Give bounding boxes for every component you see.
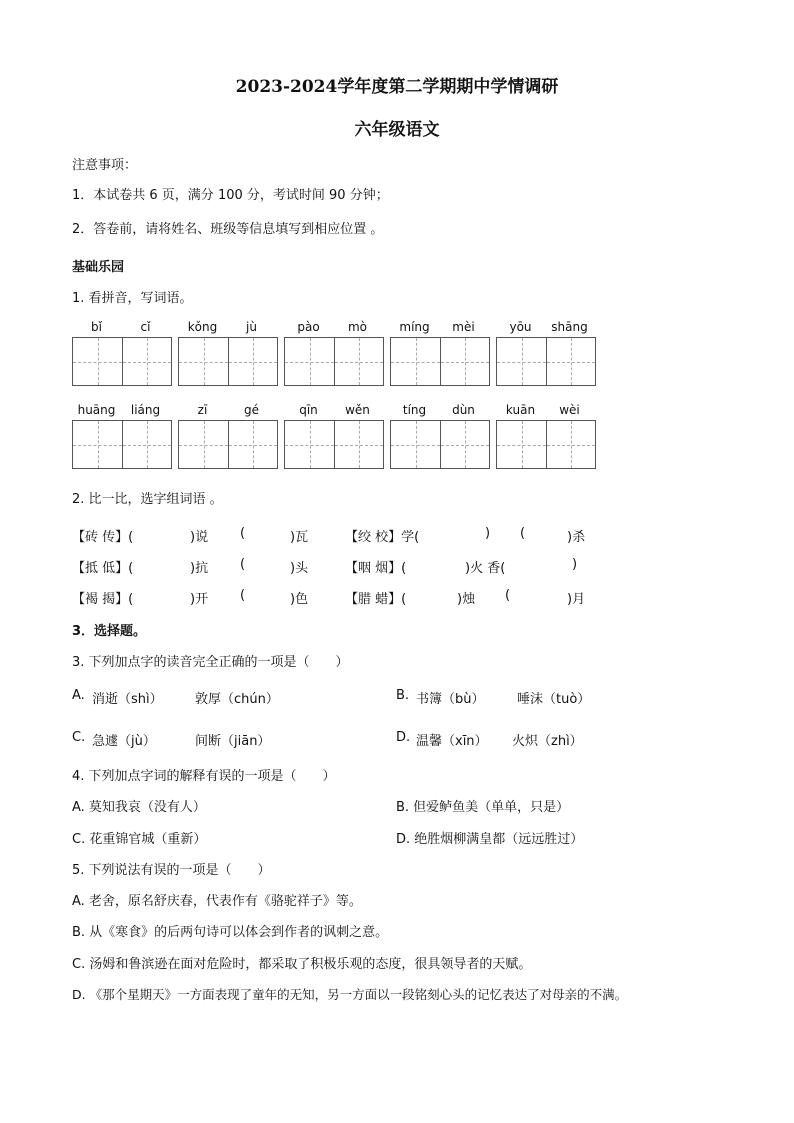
pinyin-label: zī bbox=[197, 403, 208, 417]
pinyin-label: qīn bbox=[299, 403, 318, 417]
blank-suffix[interactable]: )色 bbox=[290, 592, 309, 607]
q4-option-a[interactable]: A. 莫知我哀（没有人） bbox=[72, 800, 206, 815]
pinyin-label: pào bbox=[297, 320, 320, 334]
writing-box[interactable] bbox=[496, 337, 596, 386]
q4-option-b[interactable]: B. 但爱鲈鱼美（单单，只是） bbox=[396, 800, 570, 815]
char-group: 【腊 蜡】( bbox=[345, 592, 407, 607]
blank-suffix[interactable]: )抗 bbox=[190, 561, 209, 576]
option-letter: A. bbox=[72, 688, 85, 703]
pinyin-label: gé bbox=[244, 403, 259, 417]
q4-option-c[interactable]: C. 花重锦官城（重新） bbox=[72, 832, 207, 847]
pinyin-label: huāng bbox=[77, 403, 116, 417]
blank-suffix[interactable]: )头 bbox=[290, 561, 309, 576]
option-word: 火炽（zhì） bbox=[512, 734, 583, 749]
option-word: 间断（jiān） bbox=[195, 734, 271, 749]
blank-open: ( bbox=[240, 588, 246, 603]
pinyin-label: jù bbox=[246, 320, 257, 334]
q5-option-c[interactable]: C. 汤姆和鲁滨逊在面对危险时，都采取了积极乐观的态度，很具领导者的天赋。 bbox=[72, 957, 532, 972]
q5-option-d[interactable]: D. 《那个星期天》一方面表现了童年的无知，另一方面以一段铭刻心头的记忆表达了对母亲的不满。 bbox=[72, 987, 628, 1002]
writing-box[interactable] bbox=[284, 420, 384, 469]
pinyin-label: wěn bbox=[345, 403, 370, 417]
writing-box[interactable] bbox=[390, 337, 490, 386]
writing-box[interactable] bbox=[72, 337, 172, 386]
option-word: 消逝（shì） bbox=[92, 692, 163, 707]
blank-open: ( bbox=[520, 526, 526, 541]
blank-open: ( bbox=[240, 526, 246, 541]
pinyin-label: yōu bbox=[509, 320, 532, 334]
option-word: 唾沫（tuò） bbox=[517, 692, 591, 707]
blank-open: ( bbox=[240, 557, 246, 572]
q1-prompt: 1. 看拼音，写词语。 bbox=[72, 291, 193, 306]
blank-suffix[interactable]: )月 bbox=[567, 592, 586, 607]
char-group: 【抵 低】( bbox=[72, 561, 134, 576]
pinyin-label: míng bbox=[399, 320, 430, 334]
option-word: 急遽（jù） bbox=[92, 734, 156, 749]
pinyin-label: liáng bbox=[130, 403, 161, 417]
option-letter: D. bbox=[396, 730, 411, 745]
blank-suffix[interactable]: )火 香( bbox=[465, 561, 506, 576]
q3-prompt: 3. 下列加点字的读音完全正确的一项是（ ） bbox=[72, 655, 349, 670]
option-word: 敦厚（chún） bbox=[195, 692, 279, 707]
char-group: 【砖 传】( bbox=[72, 530, 134, 545]
q2-prompt: 2. 比一比，选字组词语 。 bbox=[72, 492, 223, 507]
blank-open: ( bbox=[505, 588, 511, 603]
writing-box[interactable] bbox=[284, 337, 384, 386]
section-heading-choice: 3．选择题。 bbox=[72, 624, 147, 639]
q4-option-d[interactable]: D. 绝胜烟柳满皇都（远远胜过） bbox=[396, 832, 584, 847]
blank-suffix[interactable]: )说 bbox=[190, 530, 209, 545]
blank-suffix[interactable]: )杀 bbox=[567, 530, 586, 545]
exam-subtitle: 六年级语文 bbox=[354, 120, 440, 140]
writing-box[interactable] bbox=[390, 420, 490, 469]
writing-box[interactable] bbox=[496, 420, 596, 469]
q5-option-a[interactable]: A. 老舍，原名舒庆春，代表作有《骆驼祥子》等。 bbox=[72, 894, 362, 909]
notes-item-2: 2．答卷前，请将姓名、班级等信息填写到相应位置 。 bbox=[72, 222, 384, 237]
blank-suffix[interactable]: ) bbox=[572, 557, 578, 572]
option-letter: C. bbox=[72, 730, 86, 745]
option-letter: B. bbox=[396, 688, 410, 703]
blank-suffix[interactable]: )开 bbox=[190, 592, 209, 607]
pinyin-label: kǒng bbox=[187, 320, 218, 334]
pinyin-label: dùn bbox=[452, 403, 475, 417]
pinyin-label: tíng bbox=[402, 403, 427, 417]
blank-suffix[interactable]: )瓦 bbox=[290, 530, 309, 545]
blank-suffix[interactable]: ) bbox=[485, 526, 491, 541]
pinyin-label: shāng bbox=[551, 320, 588, 334]
writing-box[interactable] bbox=[72, 420, 172, 469]
notes-heading: 注意事项： bbox=[72, 158, 138, 173]
char-group: 【褐 揭】( bbox=[72, 592, 134, 607]
notes-item-1: 1．本试卷共 6 页，满分 100 分，考试时间 90 分钟； bbox=[72, 188, 389, 203]
exam-title: 2023-2024学年度第二学期期中学情调研 bbox=[235, 77, 559, 97]
option-word: 温馨（xīn） bbox=[416, 734, 488, 749]
char-group: 【咽 烟】( bbox=[345, 561, 407, 576]
blank-suffix[interactable]: )烛 bbox=[457, 592, 476, 607]
pinyin-label: wèi bbox=[559, 403, 580, 417]
section-heading-basics: 基础乐园 bbox=[72, 260, 125, 275]
q5-option-b[interactable]: B. 从《寒食》的后两句诗可以体会到作者的讽刺之意。 bbox=[72, 925, 389, 940]
char-group: 【绞 校】学( bbox=[345, 530, 420, 545]
option-word: 书簿（bù） bbox=[416, 692, 485, 707]
q5-prompt: 5. 下列说法有误的一项是（ ） bbox=[72, 863, 271, 878]
pinyin-label: mèi bbox=[452, 320, 475, 334]
pinyin-label: mò bbox=[347, 320, 368, 334]
pinyin-label: bǐ bbox=[91, 320, 102, 334]
pinyin-label: cǐ bbox=[140, 320, 151, 334]
q4-prompt: 4. 下列加点字词的解释有误的一项是（ ） bbox=[72, 769, 336, 784]
pinyin-label: kuān bbox=[505, 403, 536, 417]
writing-box[interactable] bbox=[178, 337, 278, 386]
writing-box[interactable] bbox=[178, 420, 278, 469]
